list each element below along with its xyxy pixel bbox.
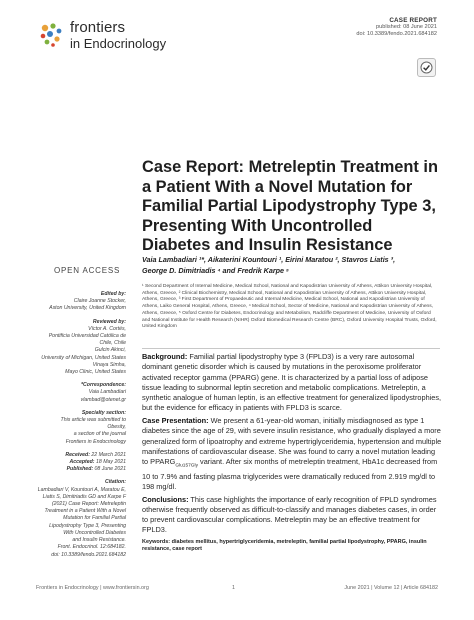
received-row <box>34 452 126 459</box>
footer-issue-info: June 2021 | Volume 12 | Article 684182 <box>344 585 438 591</box>
specialty-line: a section of the journal <box>73 431 126 438</box>
correspondence-label: *Correspondence: <box>81 382 126 389</box>
conclusions-text: This case highlights the importance of early recognition of FPLD syndromes otherwise frequently observed as difficult-to-classify and manages diabetes cases, in order to prevent cardiovascular complications. Metreleptin may be an effective treatment for FPLD3. <box>142 494 437 535</box>
doi[interactable]: doi: 10.3389/fendo.2021.684182 <box>356 31 437 37</box>
case-text-a: We present a 61-year-old woman, initially misdiagnosed as type 1 diabetes since the age of 29, with severe insulin resistance, who gradually displayed a more generalized form of lipoatrophy and extreme hypertriglyceridemia, hypertension and multiple manifestations of cardiovascular disease. She was found to carry a novel mutation leading to PPARG <box>142 416 442 466</box>
accepted-row <box>34 459 126 466</box>
sidebar-metadata <box>34 291 126 559</box>
accepted-label: Accepted: <box>69 459 95 466</box>
keywords-heading: Keywords: <box>142 538 171 545</box>
specialty-section-label: Specialty section: <box>81 409 126 416</box>
reviewer-line: Gulcin Akinci, <box>94 347 126 354</box>
frontiers-logo-icon <box>36 20 66 50</box>
citation-line: Front. Endocrinol. 12:684182. <box>57 544 126 551</box>
case-text-b: variant. After six months of metreleptin treatment, HbA1c decreased from 10 to 7.9% and fasting plasma triglycerides were dramatically reduced from 2.919 mg/dl to 198 mg/dl. <box>142 457 438 491</box>
logo-text-journal: in Endocrinology <box>70 36 167 51</box>
received-date: 22 March 2021 <box>91 451 126 458</box>
abstract-case <box>142 416 442 492</box>
published-date-side: 08 June 2021 <box>94 466 126 473</box>
authors-line-2[interactable]: George D. Dimitriadis ⁴ and Fredrik Karpe ⁵ <box>142 266 289 275</box>
reviewed-by-label: Reviewed by: <box>92 318 126 325</box>
published-row <box>34 466 126 473</box>
abstract-conclusions <box>142 495 442 536</box>
specialty-line: Frontiers in Endocrinology <box>65 438 126 445</box>
citation-label: Citation: <box>104 479 126 486</box>
edited-by-label: Edited by: <box>100 291 126 297</box>
correspondence-name: Vaia Lambadiari <box>88 389 126 396</box>
reviewer-line: University of Michigan, United States <box>41 354 126 361</box>
reviewer-line: Vinaya Simha, <box>92 361 126 368</box>
background-heading: Background: <box>142 352 188 361</box>
accepted-date: 18 May 2021 <box>96 459 126 466</box>
specialty-line: This article was submitted to <box>60 417 126 424</box>
check-updates-icon <box>420 61 433 74</box>
article-type: CASE REPORT <box>389 17 437 24</box>
keywords <box>142 539 442 553</box>
author-list <box>142 254 438 276</box>
editor-affiliation: Aston University, United Kingdom <box>49 305 126 312</box>
citation-line: and Insulin Resistance. <box>72 537 126 544</box>
published-date: published: 08 June 2021 <box>376 24 437 30</box>
editor-name: Claire Joanne Stocker, <box>73 298 126 305</box>
page-number: 1 <box>232 585 235 591</box>
reviewer-line: Víctor A. Cortés, <box>88 325 126 332</box>
published-label: Published: <box>66 466 94 473</box>
divider <box>142 348 440 349</box>
abstract-background <box>142 352 442 414</box>
reviewer-line: Mayo Clinic, United States <box>65 369 126 376</box>
specialty-line: Obesity, <box>107 424 126 431</box>
citation-line: Treatment in a Patient With a Novel <box>44 508 126 515</box>
authors-line-1[interactable]: Vaia Lambadiari ¹*, Aikaterini Kountouri ¹, Eirini Maratou ², Stavros Liatis ³, <box>142 255 396 264</box>
reviewer-line: Pontificia Universidad Católica de <box>48 333 126 340</box>
citation-line: (2021) Case Report: Metreleptin <box>51 501 126 508</box>
citation-line: Liatis S, Dimitriadis GD and Karpe F <box>42 493 126 500</box>
citation-line: Lipodystrophy Type 3, Presenting <box>49 522 126 529</box>
check-for-updates-badge[interactable] <box>417 58 436 77</box>
logo-text-frontiers: frontiers <box>70 19 126 36</box>
open-access-label: OPEN ACCESS <box>54 266 121 275</box>
article-title: Case Report: Metreleptin Treatment in a Patient With a Novel Mutation for Familial Partial Lipodystrophy Type 3, Presenting With Uncontrolled Diabetes and Insulin Resistance <box>142 158 438 255</box>
citation-line: With Uncontrolled Diabetes <box>63 529 126 536</box>
footer-journal-link[interactable]: Frontiers in Endocrinology | www.frontiersin.org <box>36 585 149 591</box>
article-meta <box>356 17 437 38</box>
citation-doi[interactable]: doi: 10.3389/fendo.2021.684182 <box>51 551 126 558</box>
case-heading: Case Presentation: <box>142 416 209 425</box>
received-label: Received: <box>65 451 90 458</box>
correspondence-email[interactable]: vlambad@otenet.gr <box>80 396 126 403</box>
citation-line: Mutation for Familial Partial <box>63 515 126 522</box>
case-variant-subscript: Glu157Gly <box>175 463 199 469</box>
abstract <box>142 352 442 553</box>
background-text: Familial partial lipodystrophy type 3 (FPLD3) is a very rare autosomal dominant genetic disorder which is caused by mutations in the peroxisome proliferator activated receptor gamma (PPARG) gene. It is characterized by a partial loss of adipose tissue leading to subnormal leptin secretion and metabolic complications. Metreleptin, a synthetic analogue of human leptin, is an effective treatment for generalized lipodystrophies, but the evidence for efficacy in patients with FPLD3 is scarce. <box>142 352 442 413</box>
citation-line: Lambadiari V, Kountouri A, Maratou E, <box>37 486 126 493</box>
conclusions-heading: Conclusions: <box>142 494 189 504</box>
affiliations: ¹ Second Department of Internal Medicine, Medical School, National and Kapodistrian University of Athens, Attikon University Hospital, Athens, Greece, ² Clinical Biochemistry, Medical School, National and Kapodistrian University of Athens, Attikon University Hospital, Athens, Greece, ³ First Department of Propaedeutic and Internal Medicine, Medical School, National and Kapodistrian University of Athens, Laiko General Hospital, Athens, Greece, ⁴ Medical School, Sector of Medicine, National and Kapodistrian University of Athens, Athens, Greece, ⁵ Oxford Centre for Diabetes, Endocrinology and Metabolism, Radcliffe Department of Medicine, University of Oxford and National Institute for Health Research (NIHR) Oxford Biomedical Research Centre (BRC), Oxford University Hospital Trusts, Oxford, United Kingdom <box>142 284 437 330</box>
journal-logo[interactable] <box>36 18 196 54</box>
keywords-text: diabetes mellitus, hypertriglyceridemia, metreleptin, familial partial lipodystrophy, PPARG, insulin resistance, case report <box>142 538 427 552</box>
reviewer-line: Chile, Chile <box>99 340 126 347</box>
